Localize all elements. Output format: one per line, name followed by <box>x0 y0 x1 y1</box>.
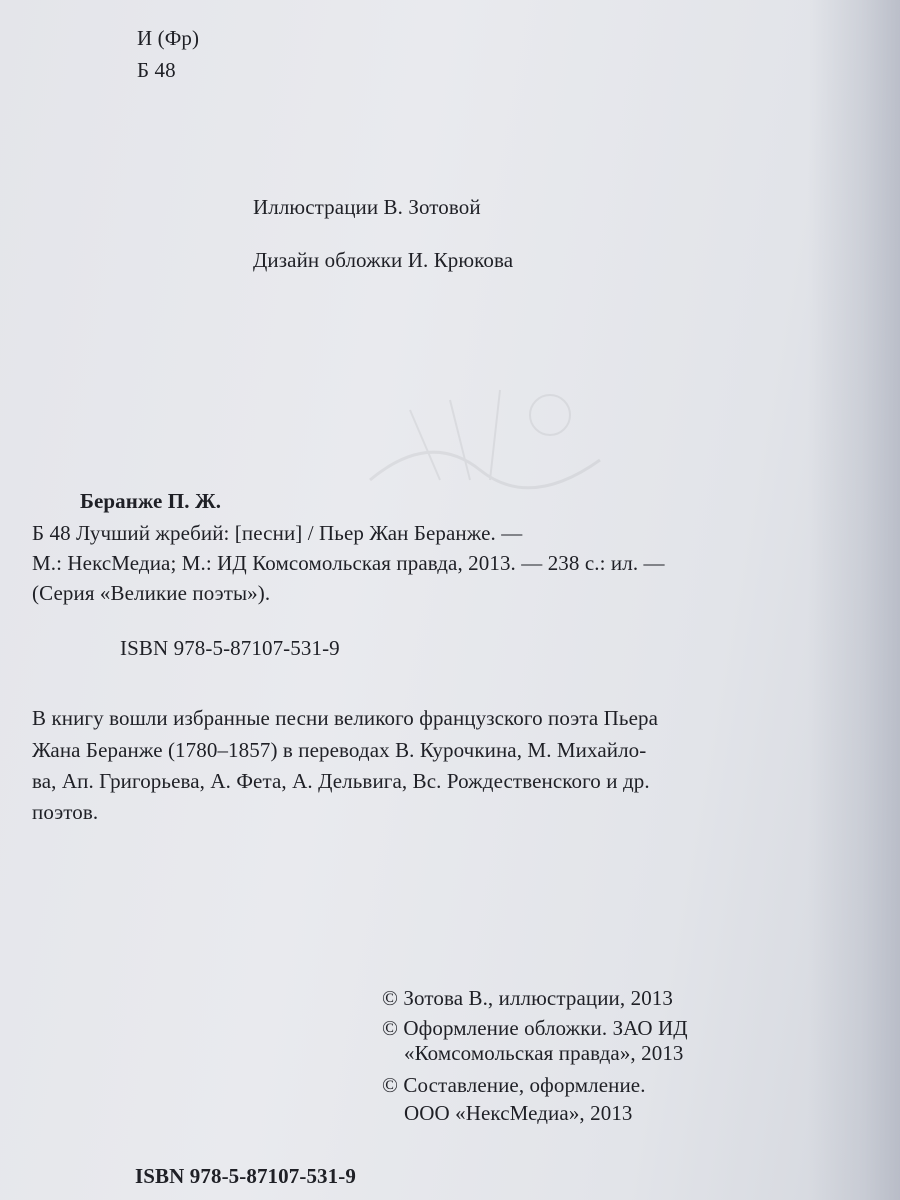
classification-code: И (Фр) <box>137 26 200 50</box>
catalog-line: Б 48 Лучший жребий: [песни] / Пьер Жан Беранже. — <box>32 521 523 545</box>
bleed-through-illustration <box>350 370 610 500</box>
annotation-line: В книгу вошли избранные песни великого французского поэта Пьера <box>32 706 659 730</box>
catalog-line: М.: НексМедиа; М.: ИД Комсомольская правда, 2013. — 238 с.: ил. — <box>32 551 665 575</box>
catalog-author: Беранже П. Ж. <box>80 489 222 513</box>
copyright-line: © Зотова В., иллюстрации, 2013 <box>382 986 673 1010</box>
catalog-isbn: ISBN 978-5-87107-531-9 <box>120 636 340 660</box>
copyright-line: © Оформление обложки. ЗАО ИД <box>382 1016 688 1040</box>
author-mark: Б 48 <box>137 58 176 82</box>
annotation-line: поэтов. <box>32 800 99 824</box>
footer-isbn: ISBN 978-5-87107-531-9 <box>135 1164 356 1188</box>
page-edge-shadow <box>808 0 900 1200</box>
annotation-line: ва, Ап. Григорьева, А. Фета, А. Дельвига, Вс. Рождественского и др. <box>32 769 650 793</box>
catalog-line: (Серия «Великие поэты»). <box>32 581 271 605</box>
cover-design-credit: Дизайн обложки И. Крюкова <box>253 248 514 272</box>
illustrations-credit: Иллюстрации В. Зотовой <box>253 195 481 219</box>
copyright-line: «Комсомольская правда», 2013 <box>404 1041 684 1065</box>
copyright-line: © Составление, оформление. <box>382 1073 646 1097</box>
copyright-line: ООО «НексМедиа», 2013 <box>404 1101 633 1125</box>
annotation-line: Жана Беранже (1780–1857) в переводах В. Курочкина, М. Михайло- <box>32 738 647 762</box>
